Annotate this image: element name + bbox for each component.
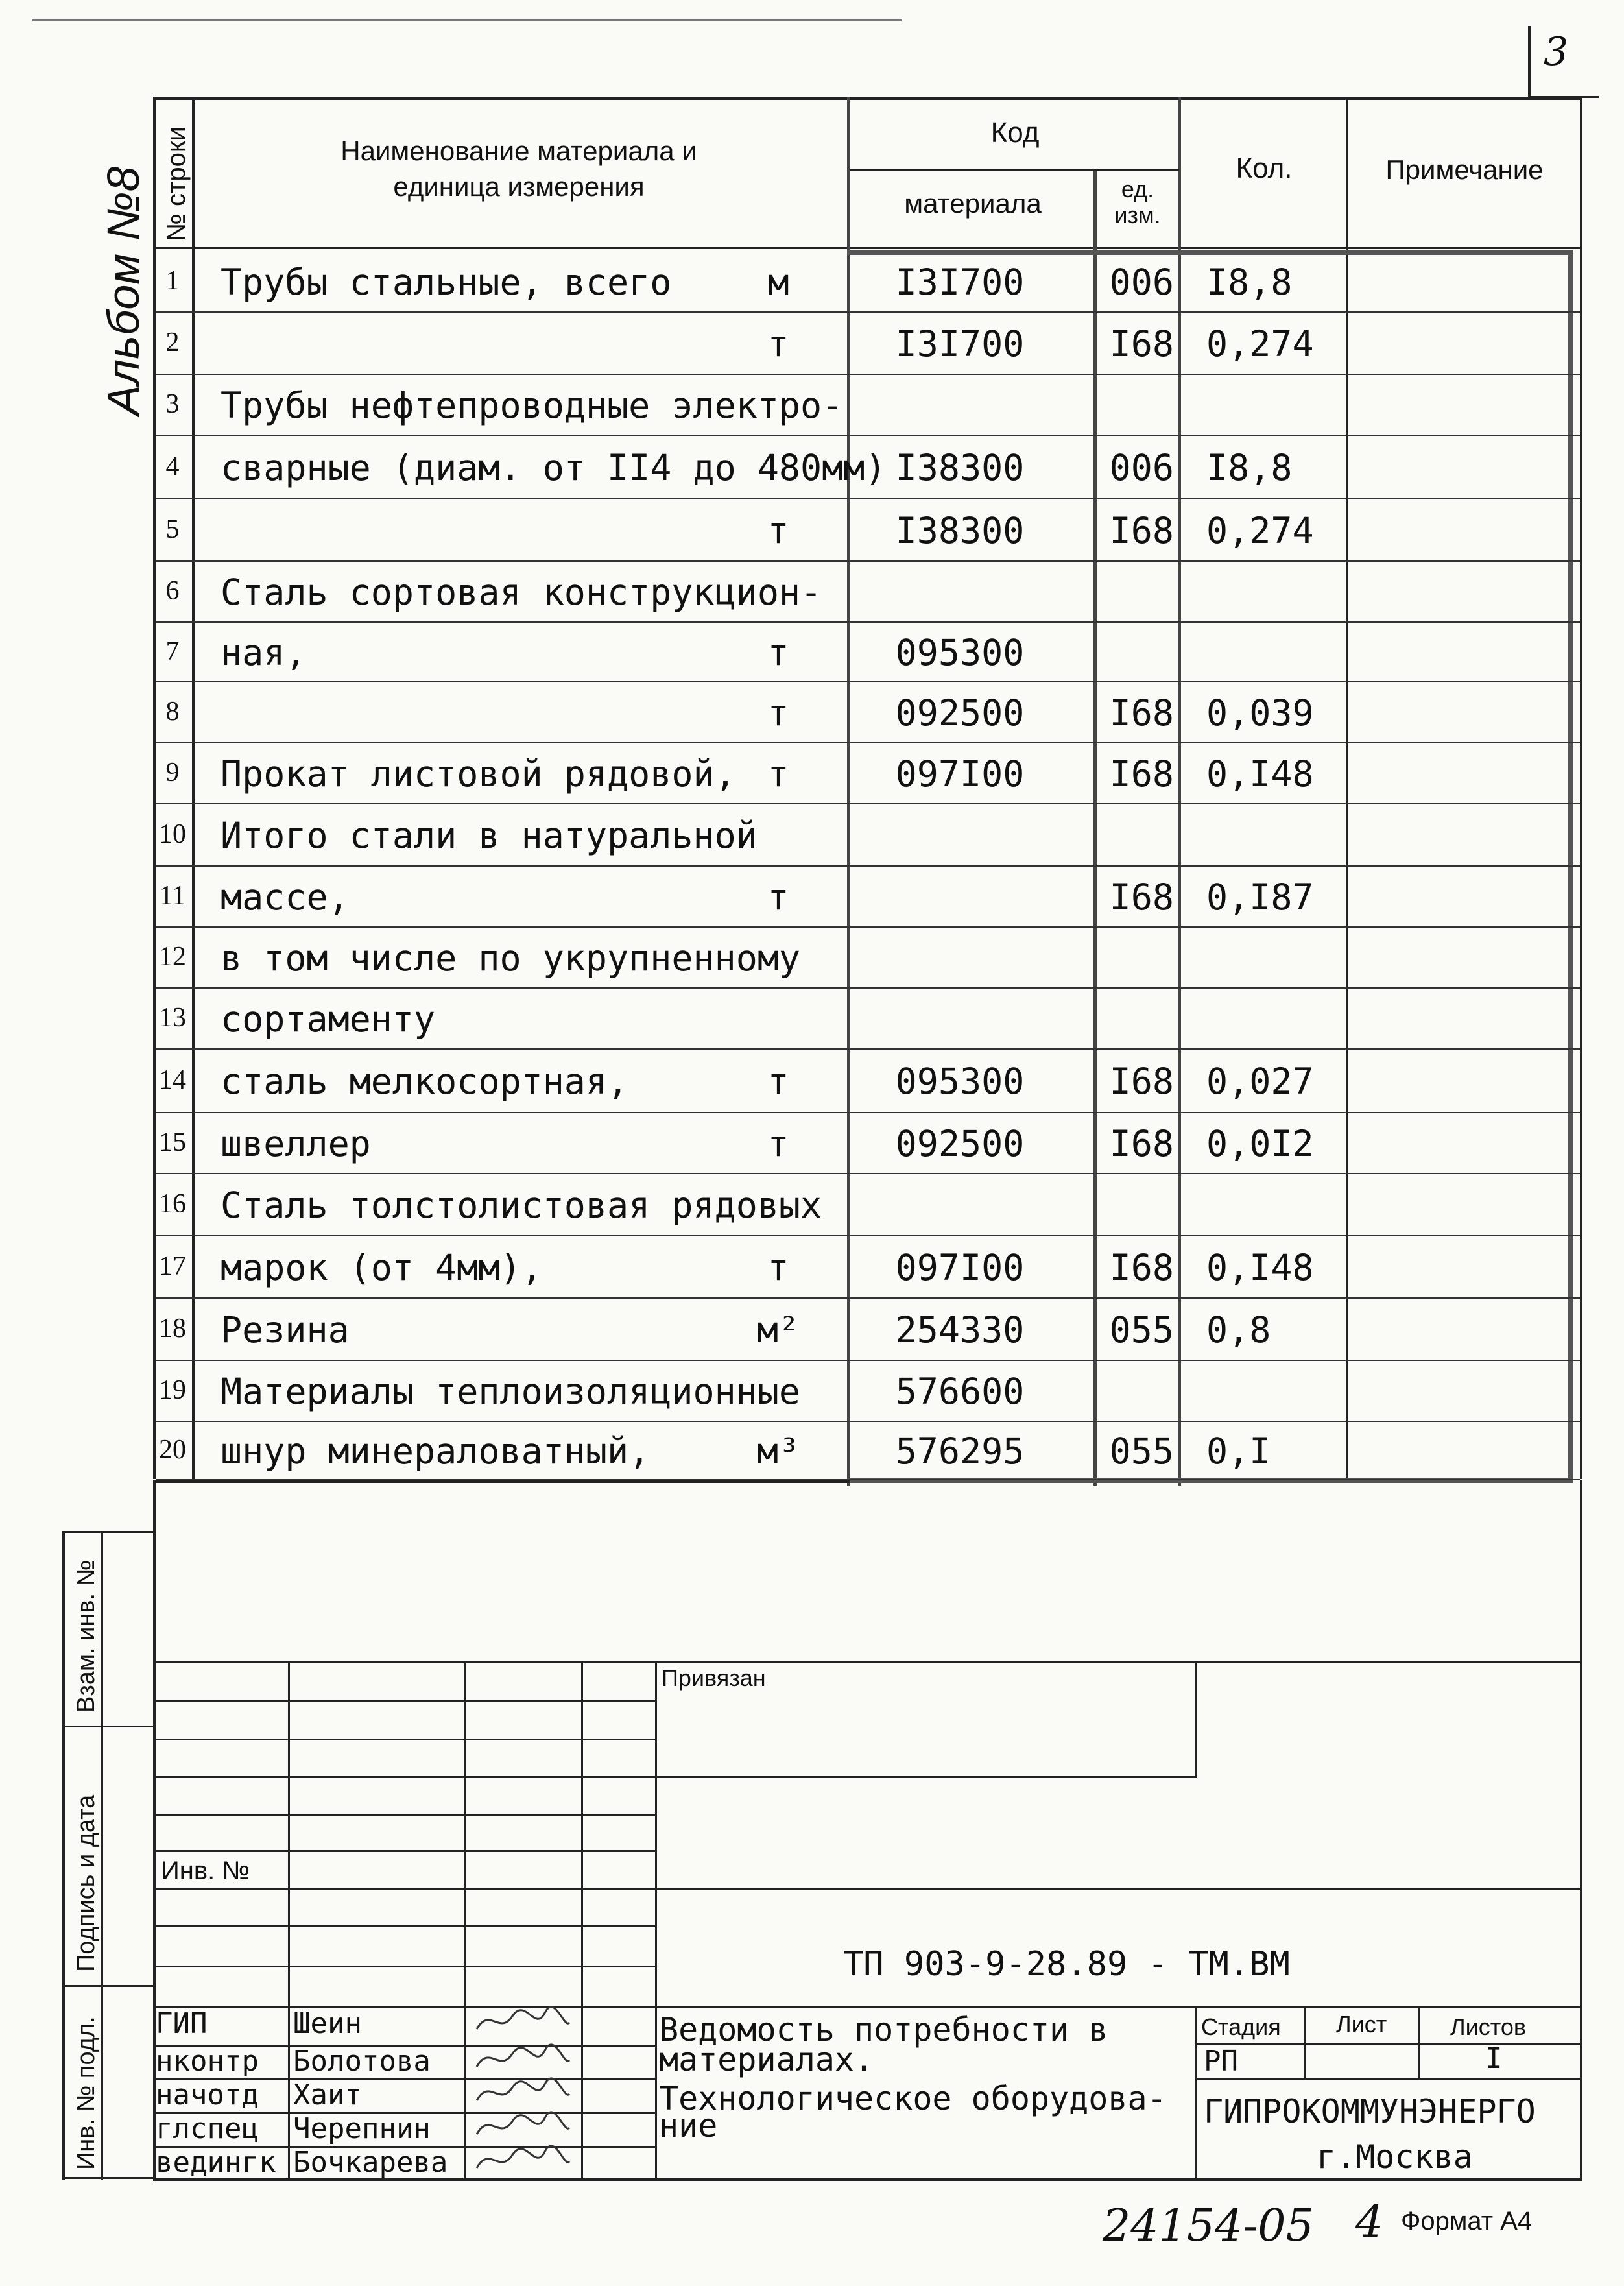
material-name: Сталь сортовая конструкцион- — [221, 572, 822, 613]
table-row — [0, 1361, 1624, 1422]
material-name: швеллер — [221, 1123, 371, 1164]
quantity: 0,I87 — [1206, 876, 1314, 918]
row-number: 11 — [159, 881, 186, 911]
unit-code: I68 — [1109, 1061, 1174, 1102]
row-number: 20 — [159, 1435, 186, 1465]
header-unit-code: ед. изм. — [1114, 176, 1161, 228]
unit-code: I68 — [1109, 1123, 1174, 1164]
tb-row-6 — [153, 1888, 1582, 1890]
tb-row-3 — [153, 1776, 656, 1778]
side-sep-2 — [62, 1985, 153, 1987]
material-name: Сталь толстолистовая рядовых — [221, 1185, 822, 1226]
role-label: ведингк — [156, 2146, 276, 2179]
row-number: 6 — [165, 576, 180, 606]
table-row — [0, 682, 1624, 743]
material-name: Резина — [221, 1309, 350, 1351]
side-vzam: Взам. инв. № — [73, 1559, 100, 1713]
role-label: нконтр — [156, 2045, 259, 2078]
tb-row-7 — [153, 1925, 656, 1927]
table-row — [0, 928, 1624, 989]
code-group-split — [850, 169, 1179, 171]
material-name: шнур минераловатный, — [221, 1430, 651, 1472]
side-sep-1 — [62, 1726, 153, 1727]
unit: т — [767, 1123, 789, 1164]
unit-code: I68 — [1109, 692, 1174, 734]
org-city: г.Москва — [1317, 2138, 1473, 2176]
unit: т — [767, 510, 789, 551]
side-bottom — [62, 2177, 153, 2179]
quantity: 0,8 — [1206, 1309, 1271, 1351]
signature-scribble — [473, 2142, 571, 2185]
tb-row-1 — [153, 1700, 656, 1702]
table-row — [0, 1299, 1624, 1361]
material-name: в том числе по укрупненному — [221, 937, 801, 979]
album-mark: Альбом №8 — [98, 166, 149, 415]
tb-row-8 — [153, 1966, 656, 1967]
tb-stage-col — [1195, 2006, 1197, 2180]
material-name: сталь мелкосортная, — [221, 1061, 629, 1102]
material-code: I38300 — [895, 510, 1025, 551]
quantity: 0,274 — [1206, 323, 1314, 365]
row-number: 2 — [165, 328, 180, 357]
header-bottom — [156, 247, 1582, 249]
sheet-label: Лист — [1336, 2011, 1387, 2038]
quantity: 0,039 — [1206, 692, 1314, 734]
header-code-group: Код — [990, 117, 1040, 149]
person-name: Хаит — [293, 2078, 362, 2112]
row-number: 9 — [165, 758, 180, 788]
inv-no-label: Инв. № — [161, 1857, 250, 1885]
sheets-label: Листов — [1450, 2014, 1526, 2040]
person-name: Болотова — [293, 2045, 431, 2078]
table-row — [0, 867, 1624, 928]
row-separator — [156, 1479, 1580, 1480]
tb-stage-col-2 — [1304, 2006, 1306, 2080]
unit-code: I68 — [1109, 323, 1174, 365]
material-name: Прокат листовой рядовой, — [221, 753, 736, 795]
material-code: 097I00 — [895, 1247, 1025, 1288]
quantity: 0,I48 — [1206, 753, 1314, 795]
table-row — [0, 252, 1624, 313]
table-row — [0, 1113, 1624, 1174]
desc-line-3: Технологическое оборудова- — [659, 2080, 1167, 2117]
table-row — [0, 1236, 1624, 1299]
row-number: 1 — [165, 266, 180, 296]
unit-code: I68 — [1109, 753, 1174, 795]
material-code: I3I700 — [895, 323, 1025, 365]
header-material-code: материала — [904, 188, 1042, 219]
tb-row-2 — [153, 1739, 656, 1740]
quantity: 0,027 — [1206, 1061, 1314, 1102]
role-label: глспец — [156, 2112, 259, 2145]
side-inv-podl: Инв. № подл. — [73, 2016, 100, 2170]
material-code: I3I700 — [895, 261, 1025, 303]
table-row — [0, 436, 1624, 499]
row-number: 18 — [159, 1314, 186, 1343]
table-row — [0, 1174, 1624, 1236]
quantity: 0,I — [1206, 1430, 1271, 1472]
table-row — [0, 313, 1624, 375]
unit-code: I68 — [1109, 1247, 1174, 1288]
table-top — [156, 97, 1582, 100]
material-name: Трубы стальные, всего — [221, 261, 672, 303]
signature-scribble — [473, 2003, 571, 2047]
tb-privyazan-sep — [655, 1776, 1197, 1778]
material-name: Трубы нефтепроводные электро- — [221, 385, 844, 426]
tb-row-5 — [153, 1850, 656, 1852]
unit: т — [767, 692, 789, 734]
unit: т — [767, 632, 789, 673]
side-left — [62, 1531, 65, 2180]
material-name: массе, — [221, 876, 350, 918]
material-name: сварные (диам. от II4 до 480мм) — [221, 447, 887, 488]
material-code: 576600 — [895, 1371, 1025, 1412]
material-code: 092500 — [895, 1123, 1025, 1164]
side-right-inner — [101, 1531, 103, 2180]
row-number: 19 — [159, 1375, 186, 1405]
row-number: 16 — [159, 1189, 186, 1219]
material-code: 576295 — [895, 1430, 1025, 1472]
table-row — [0, 989, 1624, 1050]
person-name: Бочкарева — [293, 2146, 448, 2179]
material-code: 095300 — [895, 1061, 1025, 1102]
table-row — [0, 743, 1624, 804]
quantity: 0,0I2 — [1206, 1123, 1314, 1164]
material-name: ная, — [221, 632, 307, 673]
unit-code: 006 — [1109, 447, 1174, 488]
material-name: Материалы теплоизоляционные — [221, 1371, 801, 1412]
row-number: 10 — [159, 819, 186, 849]
quantity: I8,8 — [1206, 447, 1293, 488]
row-number: 3 — [165, 389, 180, 419]
unit: т — [767, 876, 789, 918]
tb-stage-row-1 — [1195, 2043, 1581, 2045]
material-name: марок (от 4мм), — [221, 1247, 543, 1288]
footer-index: 4 — [1355, 2196, 1384, 2248]
format-label: Формат А4 — [1401, 2207, 1533, 2235]
page-number: 3 — [1544, 29, 1569, 75]
unit: т — [767, 753, 789, 795]
side-top — [62, 1531, 153, 1533]
material-name: сортаменту — [221, 998, 436, 1040]
role-label: ГИП — [156, 2007, 208, 2040]
row-number: 4 — [165, 451, 180, 481]
material-code: 254330 — [895, 1309, 1025, 1351]
unit-code: I68 — [1109, 876, 1174, 918]
unit: м³ — [756, 1430, 800, 1472]
quantity: I8,8 — [1206, 261, 1293, 303]
row-number: 12 — [159, 942, 186, 972]
quantity: 0,274 — [1206, 510, 1314, 551]
person-name: Шеин — [293, 2007, 362, 2040]
unit: т — [767, 323, 789, 365]
table-row — [0, 499, 1624, 562]
tb-stage-col-3 — [1418, 2006, 1420, 2080]
material-code: I38300 — [895, 447, 1025, 488]
top-rule — [32, 19, 902, 21]
table-row — [0, 1422, 1624, 1480]
tb-right — [1580, 1480, 1582, 2181]
tb-row-9 — [153, 2006, 1582, 2008]
doc-code: ТП 903-9-28.89 - ТМ.ВМ — [843, 1945, 1290, 1984]
table-row — [0, 804, 1624, 867]
row-number: 17 — [159, 1251, 186, 1281]
header-row-no: № строки — [162, 126, 191, 241]
unit: м — [767, 261, 789, 303]
privyazan-label: Привязан — [662, 1665, 766, 1691]
footer-number: 24154-05 — [1103, 2200, 1314, 2252]
org-name: ГИПРОКОММУНЭНЕРГО — [1204, 2093, 1536, 2130]
material-name: Итого стали в натуральной — [221, 815, 758, 856]
unit-code: 055 — [1109, 1309, 1174, 1351]
unit: т — [767, 1247, 789, 1288]
row-number: 7 — [165, 636, 180, 666]
material-code: 097I00 — [895, 753, 1025, 795]
row-number: 8 — [165, 697, 180, 727]
desc-line-1: Ведомость потребности в — [659, 2011, 1108, 2049]
stage-label: Стадия — [1201, 2014, 1281, 2040]
unit-code: I68 — [1109, 510, 1174, 551]
quantity: 0,I48 — [1206, 1247, 1314, 1288]
page-number-box-left — [1528, 26, 1531, 97]
table-row — [0, 623, 1624, 682]
side-podpis: Подпись и дата — [73, 1794, 100, 1972]
row-number: 13 — [159, 1003, 186, 1033]
tb-privyazan-col — [1195, 1661, 1197, 1777]
header-name: Наименование материала и единица измерения — [340, 136, 697, 202]
unit-code: 006 — [1109, 261, 1174, 303]
person-name: Черепнин — [293, 2112, 431, 2145]
header-qty: Кол. — [1236, 152, 1293, 184]
role-label: начотд — [156, 2078, 259, 2112]
tb-row-4 — [153, 1814, 656, 1816]
desc-line-2: материалах. — [659, 2041, 874, 2078]
desc-line-4: ние — [659, 2107, 718, 2145]
tb-top — [153, 1661, 1582, 1663]
unit-code: 055 — [1109, 1430, 1174, 1472]
material-code: 092500 — [895, 692, 1025, 734]
row-number: 5 — [165, 514, 180, 544]
table-row — [0, 1050, 1624, 1113]
material-code: 095300 — [895, 632, 1025, 673]
unit: м² — [756, 1309, 800, 1351]
table-bottom — [156, 1480, 850, 1483]
row-number: 14 — [159, 1065, 186, 1095]
table-row — [0, 375, 1624, 436]
unit: т — [767, 1061, 789, 1102]
table-row — [0, 562, 1624, 623]
header-note: Примечание — [1385, 154, 1544, 185]
row-number: 15 — [159, 1127, 186, 1157]
sheets-value: I — [1485, 2042, 1503, 2075]
stage-value: РП — [1204, 2045, 1238, 2078]
tb-stage-row-2 — [1195, 2078, 1581, 2080]
